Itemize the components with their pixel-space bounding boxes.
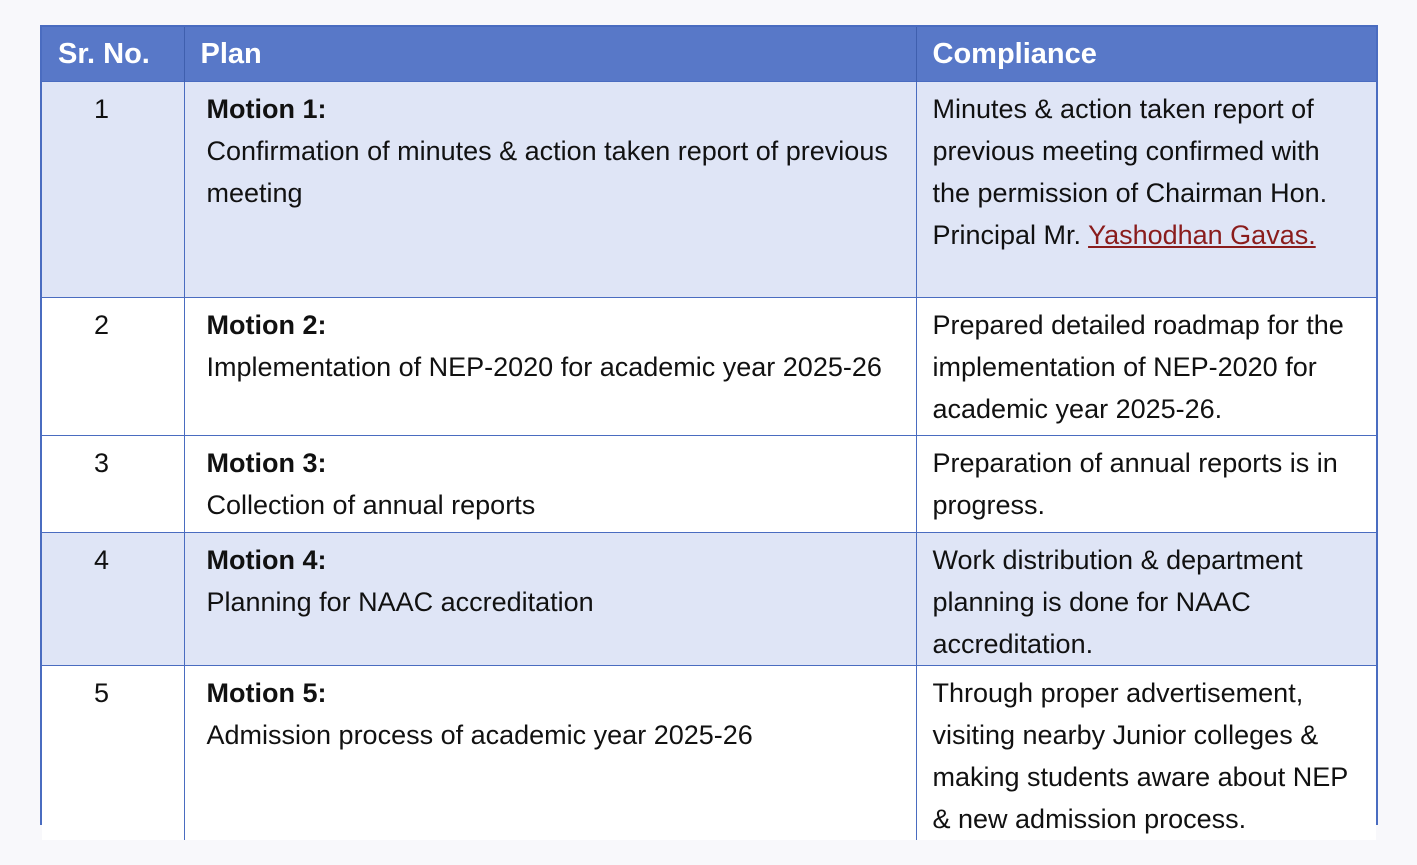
- motion-title: Motion 3:: [206, 448, 327, 478]
- plan-cell: [184, 82, 916, 298]
- motion-description: Admission process of academic year 2025-26: [206, 720, 753, 750]
- row-number: 5: [42, 666, 184, 841]
- plan-cell: [184, 298, 916, 436]
- table-row: [42, 436, 1376, 533]
- table-row: [42, 298, 1376, 436]
- plan-cell: [184, 436, 916, 533]
- compliance-cell: [916, 82, 1376, 298]
- motion-description: Planning for NAAC accreditation: [206, 587, 594, 617]
- plan-cell: [184, 533, 916, 666]
- motion-title: Motion 5:: [206, 678, 327, 708]
- row-number: 1: [42, 82, 184, 298]
- row-number: 4: [42, 533, 184, 666]
- compliance-cell: [916, 298, 1376, 436]
- compliance-cell: [916, 436, 1376, 533]
- header-compliance: Compliance: [916, 27, 1376, 82]
- table-row: [42, 533, 1376, 666]
- motion-title: Motion 1:: [206, 94, 327, 124]
- plan-cell: [184, 666, 916, 841]
- motion-description: Implementation of NEP-2020 for academic year 2025-26: [206, 352, 882, 382]
- compliance-cell: [916, 666, 1376, 841]
- table-header-row: [42, 27, 1376, 82]
- row-number: 3: [42, 436, 184, 533]
- minutes-table: [40, 25, 1378, 834]
- row-number: 2: [42, 298, 184, 436]
- header-sr-no: Sr. No.: [42, 27, 184, 82]
- motion-title: Motion 2:: [206, 310, 327, 340]
- header-plan: Plan: [184, 27, 916, 82]
- chairman-name-link[interactable]: Yashodhan Gavas.: [1088, 220, 1316, 250]
- compliance-text: Preparation of annual reports is in progress.: [932, 448, 1338, 520]
- motion-description: Collection of annual reports: [206, 490, 536, 520]
- motion-title: Motion 4:: [206, 545, 327, 575]
- plan-compliance-table: [42, 27, 1376, 840]
- table-row: [42, 666, 1376, 841]
- compliance-text: Through proper advertisement, visiting nearby Junior colleges & making students aware about NEP & new admission process.: [932, 678, 1348, 834]
- compliance-cell: [916, 533, 1376, 666]
- compliance-text: Minutes & action taken report of previous meeting confirmed with the permission of Chairman Hon. Principal Mr.: [932, 94, 1328, 250]
- compliance-text: Prepared detailed roadmap for the implementation of NEP-2020 for academic year 2025-26.: [932, 310, 1344, 424]
- motion-description: Confirmation of minutes & action taken report of previous meeting: [206, 136, 888, 208]
- table-row: [42, 82, 1376, 298]
- compliance-text: Work distribution & department planning is done for NAAC accreditation.: [932, 545, 1303, 659]
